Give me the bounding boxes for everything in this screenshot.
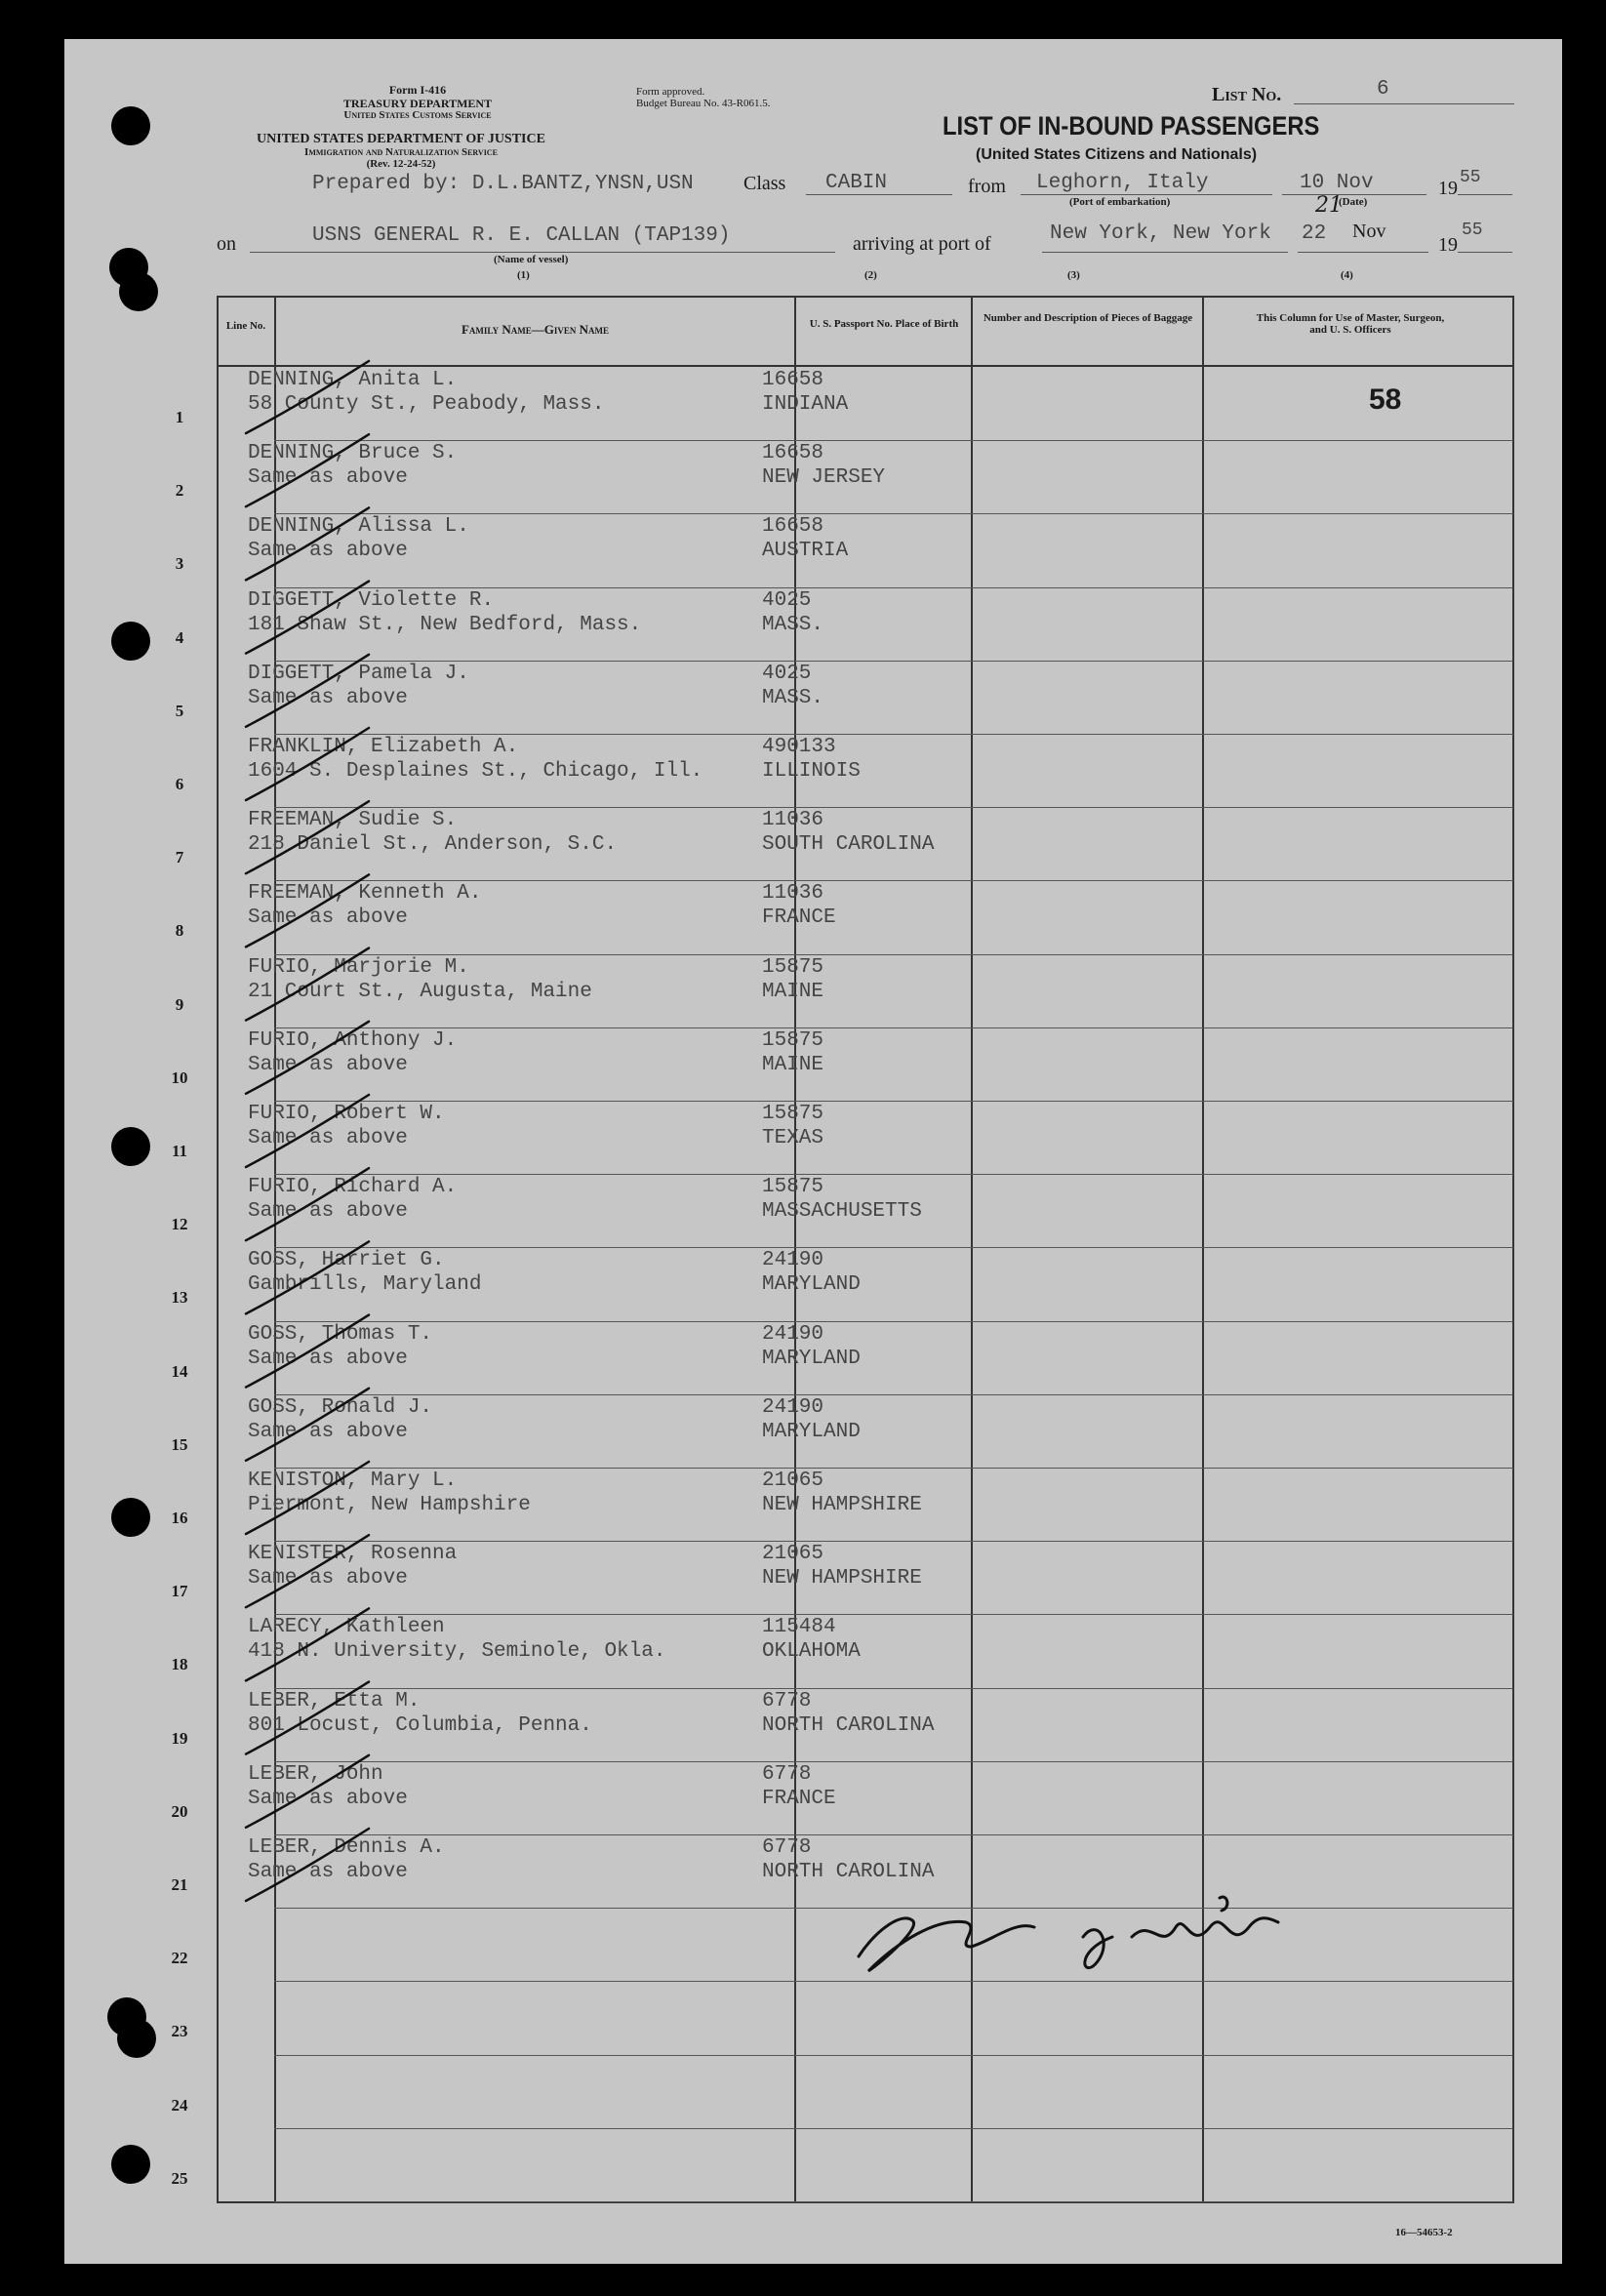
- passenger-address: Same as above: [248, 1053, 408, 1076]
- class-value: CABIN: [825, 172, 888, 194]
- line-number: 16: [171, 1509, 188, 1527]
- passenger-name: DENNING, Alissa L.: [248, 515, 469, 539]
- line-number: 2: [175, 481, 184, 501]
- passenger-name: KENISTER, Rosenna: [248, 1543, 458, 1566]
- arrival-port-underline: [1042, 252, 1288, 253]
- arrival-month: Nov: [1352, 221, 1386, 242]
- immigration-service: Immigration and Naturalization Service: [304, 146, 498, 158]
- year-suffix: 55: [1460, 168, 1481, 187]
- line-number: 3: [175, 554, 184, 574]
- line-number: 24: [171, 2095, 188, 2115]
- passenger-address: 801 Locust, Columbia, Penna.: [248, 1713, 592, 1737]
- passport-number: 15875: [762, 1176, 824, 1199]
- caption-3: (3): [1067, 269, 1080, 281]
- treasury-department: TREASURY DEPARTMENT: [342, 97, 493, 110]
- passenger-name: GOSS, Thomas T.: [248, 1322, 433, 1346]
- line-number: 13: [171, 1288, 188, 1308]
- place-of-birth: INDIANA: [762, 393, 849, 416]
- place-of-birth: SOUTH CAROLINA: [762, 833, 935, 857]
- passport-number: 6778: [762, 1689, 812, 1712]
- row-divider: [274, 2201, 1513, 2202]
- table-row: [0, 1394, 1498, 1468]
- place-of-birth: MASSACHUSETTS: [762, 1200, 922, 1224]
- binder-hole: [111, 106, 150, 145]
- place-of-birth: MASS.: [762, 613, 824, 636]
- place-of-birth: AUSTRIA: [762, 540, 849, 563]
- passport-number: 16658: [762, 369, 824, 391]
- line-number: 21: [171, 1875, 188, 1894]
- place-of-birth: TEXAS: [762, 1127, 824, 1149]
- year-prefix: 19: [1438, 178, 1458, 199]
- passport-number: 21065: [762, 1470, 824, 1492]
- arrival-day-correction: 21: [1315, 193, 1343, 218]
- line-number: 17: [171, 1582, 188, 1601]
- passenger-name: LEBER, Dennis A.: [248, 1836, 445, 1859]
- embarkation-port: Leghorn, Italy: [1036, 172, 1209, 194]
- passenger-name: FREEMAN, Sudie S.: [248, 809, 458, 832]
- on-label: on: [217, 233, 236, 255]
- passenger-address: Same as above: [248, 1347, 408, 1370]
- passport-number: 11036: [762, 882, 824, 906]
- line-number: 10: [171, 1067, 188, 1087]
- passenger-name: LEBER, Etta M.: [248, 1689, 421, 1712]
- passport-number: 15875: [762, 1028, 824, 1052]
- line-number: 19: [171, 1728, 188, 1748]
- table-row: [0, 954, 1498, 1027]
- table-row: [0, 661, 1498, 734]
- year-underline: [1458, 194, 1512, 195]
- passenger-address: 58 County St., Peabody, Mass.: [248, 393, 605, 416]
- passenger-address: Same as above: [248, 466, 408, 490]
- line-number: 1: [175, 408, 184, 426]
- prepared-by: Prepared by: D.L.BANTZ,YNSN,USN: [312, 173, 694, 195]
- list-no-underline: [1294, 103, 1514, 104]
- passport-number: 11036: [762, 809, 824, 832]
- passport-number: 16658: [762, 442, 824, 465]
- list-no-value: 6: [1377, 78, 1389, 101]
- table-row: [0, 2055, 1498, 2128]
- line-number: 9: [175, 994, 184, 1014]
- passenger-name: KENISTON, Mary L.: [248, 1470, 458, 1492]
- footer-print-code: 16—54653-2: [1395, 2227, 1453, 2238]
- passenger-name: FURIO, Robert W.: [248, 1103, 445, 1125]
- arrival-date-underline: [1298, 252, 1428, 253]
- passenger-address: 418 N. University, Seminole, Okla.: [248, 1640, 666, 1664]
- binder-hole: [119, 272, 158, 311]
- place-of-birth: OKLAHOMA: [762, 1640, 861, 1664]
- passport-number: 6778: [762, 1836, 812, 1859]
- arrival-year-prefix: 19: [1438, 234, 1458, 256]
- from-label: from: [968, 176, 1006, 197]
- line-number: 18: [171, 1655, 188, 1674]
- place-of-birth: NEW HAMPSHIRE: [762, 1494, 922, 1516]
- arrival-port: New York, New York: [1050, 222, 1271, 245]
- manifest-title: LIST OF IN-BOUND PASSENGERS: [943, 111, 1320, 141]
- caption-4: (4): [1341, 269, 1353, 281]
- date-underline: [1282, 194, 1426, 195]
- line-number: 12: [171, 1215, 188, 1234]
- line-number: 11: [171, 1142, 188, 1160]
- passenger-address: Same as above: [248, 540, 408, 563]
- table-row: [0, 1908, 1498, 1981]
- passenger-address: Same as above: [248, 1200, 408, 1224]
- passport-number: 16658: [762, 515, 824, 539]
- table-right-border: [1512, 296, 1514, 2203]
- table-row: [0, 2128, 1498, 2201]
- place-of-birth: ILLINOIS: [762, 760, 861, 783]
- passenger-address: 218 Daniel St., Anderson, S.C.: [248, 833, 618, 857]
- place-of-birth: NORTH CAROLINA: [762, 1861, 935, 1883]
- line-number: 14: [171, 1361, 188, 1381]
- passport-number: 115484: [762, 1616, 836, 1639]
- passenger-address: Gambrills, Maryland: [248, 1273, 482, 1297]
- passenger-name: FURIO, Richard A.: [248, 1176, 458, 1199]
- dept-of-justice: UNITED STATES DEPARTMENT OF JUSTICE: [257, 132, 545, 146]
- passenger-address: 21 Court St., Augusta, Maine: [248, 980, 592, 1003]
- arrival-year-underline: [1458, 252, 1512, 253]
- passenger-address: Same as above: [248, 1567, 408, 1591]
- passenger-name: GOSS, Ronald J.: [248, 1395, 433, 1419]
- budget-bureau: Budget Bureau No. 43-R061.5.: [636, 98, 771, 109]
- place-of-birth: MASS.: [762, 686, 824, 709]
- line-number: 25: [171, 2168, 188, 2188]
- passenger-name: FURIO, Anthony J.: [248, 1028, 458, 1052]
- embarkation-underline: [1021, 194, 1272, 195]
- passenger-name: FURIO, Marjorie M.: [248, 955, 469, 979]
- vessel-underline: [250, 252, 835, 253]
- passport-number: 24190: [762, 1249, 824, 1272]
- table-row: [0, 1101, 1498, 1174]
- passport-number: 4025: [762, 662, 812, 685]
- passenger-address: Same as above: [248, 1127, 408, 1149]
- passenger-address: 1604 S. Desplaines St., Chicago, Ill.: [248, 760, 703, 783]
- passenger-name: DENNING, Anita L.: [248, 369, 458, 391]
- table-row: [0, 1247, 1498, 1320]
- line-number: 8: [175, 921, 184, 941]
- table-row: [0, 1027, 1498, 1101]
- passenger-address: Same as above: [248, 1861, 408, 1883]
- table-row: [0, 1981, 1498, 2054]
- line-number: 20: [171, 1801, 188, 1821]
- official-mark: 58: [1369, 383, 1402, 416]
- form-approved: Form approved.: [636, 86, 705, 98]
- table-row: [0, 1688, 1498, 1761]
- header-passport: U. S. Passport No. Place of Birth: [809, 318, 959, 330]
- embarkation-date: 10 Nov: [1300, 172, 1374, 194]
- table-row: [0, 440, 1498, 513]
- embarkation-caption: (Port of embarkation): [1069, 196, 1171, 208]
- passport-number: 15875: [762, 1103, 824, 1125]
- passenger-name: FREEMAN, Kenneth A.: [248, 882, 482, 906]
- table-row: [0, 1174, 1498, 1247]
- passenger-name: LARECY, Kathleen: [248, 1616, 445, 1639]
- passenger-name: LEBER, John: [248, 1762, 383, 1786]
- passport-number: 490133: [762, 736, 836, 758]
- line-number: 6: [175, 775, 184, 793]
- table-row: [0, 1761, 1498, 1834]
- table-row: [0, 1614, 1498, 1687]
- passport-number: 24190: [762, 1395, 824, 1419]
- arrival-day: 22: [1302, 222, 1327, 245]
- arriving-label: arriving at port of: [853, 233, 991, 255]
- arrival-year-suffix: 55: [1462, 221, 1483, 240]
- table-row: [0, 513, 1498, 586]
- table-row: [0, 734, 1498, 807]
- table-row: [0, 807, 1498, 880]
- place-of-birth: NEW JERSEY: [762, 466, 886, 490]
- vessel-caption: (Name of vessel): [494, 254, 569, 265]
- passenger-address: 181 Shaw St., New Bedford, Mass.: [248, 613, 642, 636]
- place-of-birth: FRANCE: [762, 906, 836, 930]
- header-family-name: Family Name—Given Name: [461, 322, 609, 337]
- table-row: [0, 1541, 1498, 1614]
- class-label: Class: [743, 173, 786, 194]
- table-row: [0, 1468, 1498, 1541]
- class-underline: [806, 194, 952, 195]
- line-number: 23: [171, 2022, 188, 2041]
- line-number: 4: [175, 627, 184, 647]
- line-number: 15: [171, 1434, 188, 1454]
- passport-number: 21065: [762, 1543, 824, 1566]
- header-baggage: Number and Description of Pieces of Baggage: [983, 312, 1193, 324]
- place-of-birth: NORTH CAROLINA: [762, 1713, 935, 1737]
- revision-date: (Rev. 12-24-52): [366, 158, 436, 170]
- passport-number: 15875: [762, 955, 824, 979]
- place-of-birth: MAINE: [762, 980, 824, 1003]
- line-number: 22: [171, 1949, 188, 1968]
- table-row: [0, 367, 1498, 440]
- list-no-label: List No.: [1212, 84, 1282, 105]
- line-number: 5: [175, 701, 184, 720]
- caption-2: (2): [864, 269, 877, 281]
- passport-number: 24190: [762, 1322, 824, 1346]
- table-row: [0, 1834, 1498, 1908]
- passport-number: 4025: [762, 588, 812, 612]
- passenger-name: GOSS, Harriet G.: [248, 1249, 445, 1272]
- header-line-no: Line No.: [225, 320, 266, 332]
- place-of-birth: FRANCE: [762, 1787, 836, 1810]
- header-officers: This Column for Use of Master, Surgeon, and U. S. Officers: [1256, 312, 1445, 336]
- place-of-birth: NEW HAMPSHIRE: [762, 1567, 922, 1591]
- passenger-name: DIGGETT, Violette R.: [248, 588, 495, 612]
- passenger-address: Same as above: [248, 906, 408, 930]
- passenger-address: Same as above: [248, 1787, 408, 1810]
- line-number: 7: [175, 848, 184, 867]
- passenger-address: Same as above: [248, 686, 408, 709]
- passport-number: 6778: [762, 1762, 812, 1786]
- table-row: [0, 1321, 1498, 1394]
- table-top-border: [217, 296, 1514, 298]
- place-of-birth: MAINE: [762, 1053, 824, 1076]
- place-of-birth: MARYLAND: [762, 1273, 861, 1297]
- table-row: [0, 880, 1498, 953]
- table-row: [0, 587, 1498, 661]
- passenger-address: Same as above: [248, 1420, 408, 1443]
- passenger-address: Piermont, New Hampshire: [248, 1494, 531, 1516]
- passenger-name: DIGGETT, Pamela J.: [248, 662, 469, 685]
- date-caption: (Date): [1339, 196, 1368, 208]
- customs-service: United States Customs Service: [343, 109, 492, 121]
- caption-1: (1): [517, 269, 530, 281]
- manifest-subtitle: (United States Citizens and Nationals): [976, 146, 1258, 163]
- form-number: Form I-416: [388, 83, 447, 97]
- place-of-birth: MARYLAND: [762, 1420, 861, 1443]
- passenger-name: DENNING, Bruce S.: [248, 442, 458, 465]
- vessel-name: USNS GENERAL R. E. CALLAN (TAP139): [312, 224, 731, 247]
- passenger-name: FRANKLIN, Elizabeth A.: [248, 736, 519, 758]
- place-of-birth: MARYLAND: [762, 1347, 861, 1370]
